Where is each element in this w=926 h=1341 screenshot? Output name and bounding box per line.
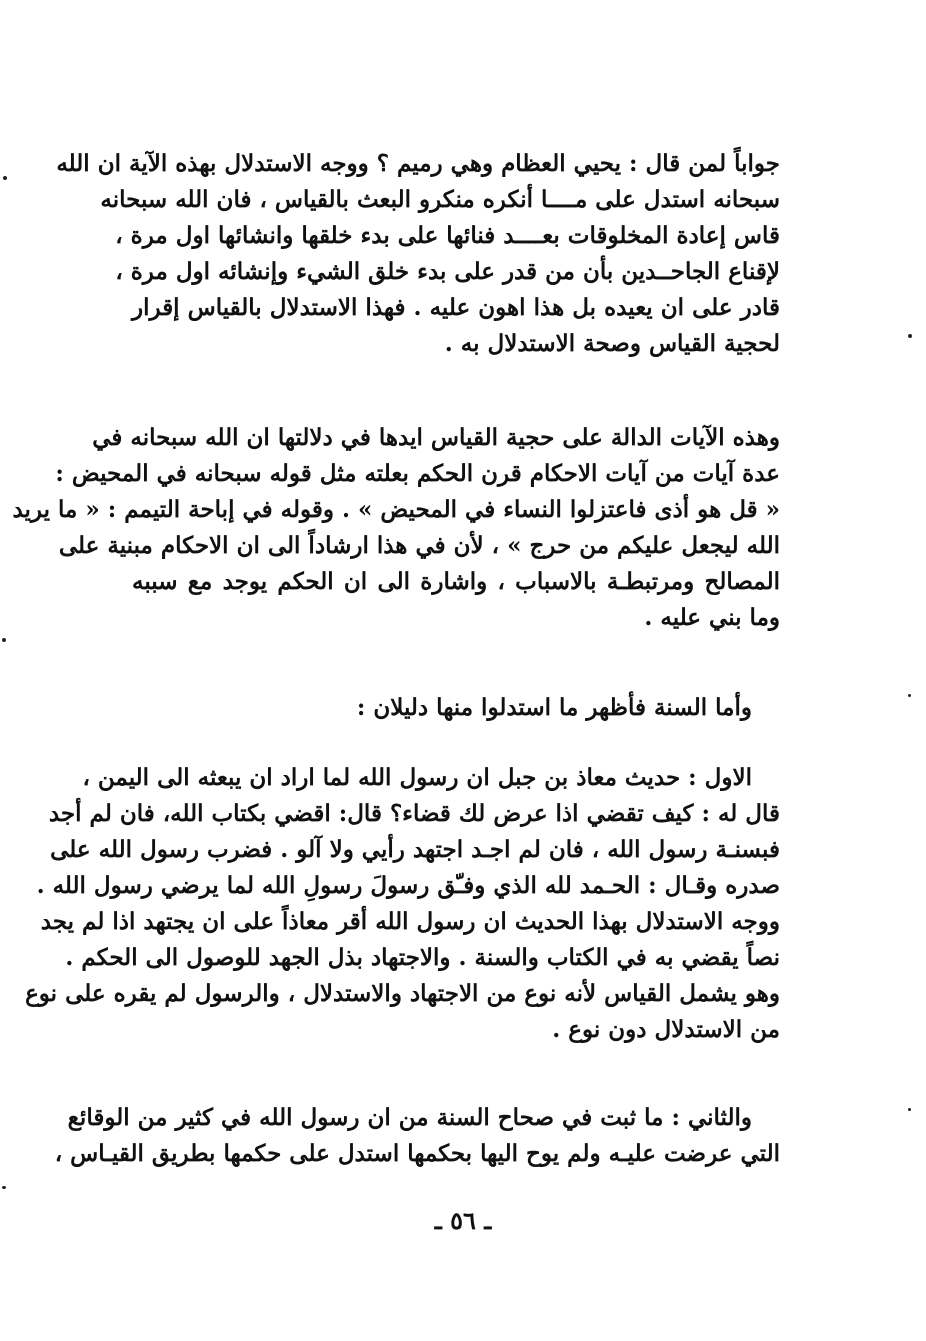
text-line: وهذه الآيات الدالة على حجية القياس ايدها في دلالتها ان الله سبحانه في bbox=[92, 424, 780, 451]
text-line: ووجه الاستدلال بهذا الحديث ان رسول الله أقر معاذاً على ان يجتهد اذا لم يجد bbox=[40, 908, 780, 935]
text-line: الاول : حديث معاذ بن جبل ان رسول الله لما اراد ان يبعثه الى اليمن ، bbox=[82, 764, 752, 791]
text-line: قاس إعادة المخلوقات بعــــد فنائها على بدء خلقها وانشائها اول مرة ، bbox=[115, 222, 780, 249]
text-line: وهو يشمل القياس لأنه نوع من الاجتهاد والاستدلال ، والرسول لم يقره على نوع bbox=[25, 980, 780, 1007]
paragraph-2 bbox=[12, 420, 780, 636]
text-line: سبحانه استدل على مــــا أنكره منكرو البعث بالقياس ، فان الله سبحانه bbox=[100, 186, 780, 213]
text-line: نصاً يقضي به في الكتاب والسنة . والاجتهاد بذل الجهد للوصول الى الحكم . bbox=[65, 944, 780, 971]
text-line: لحجية القياس وصحة الاستدلال به . bbox=[444, 330, 780, 357]
scan-speck bbox=[908, 1108, 911, 1111]
text-line: جواباً لمن قال : يحيي العظام وهي رميم ؟ ووجه الاستدلال بهذه الآية ان الله bbox=[56, 150, 780, 177]
paragraph-4 bbox=[25, 760, 780, 1048]
text-line: « قل هو أذى فاعتزلوا النساء في المحيض » . وقوله في إباحة التيمم : « ما يريد bbox=[12, 496, 780, 523]
page-number: ـ ٥٦ ـ bbox=[434, 1206, 492, 1235]
scan-speck bbox=[2, 638, 6, 642]
text-line: وما بني عليه . bbox=[644, 604, 780, 631]
scan-speck bbox=[3, 176, 7, 180]
text-line: لإقناع الجاحــدين بأن من قدر على بدء خلق الشيء وإنشائه اول مرة ، bbox=[115, 258, 780, 285]
text-line: وأما السنة فأظهر ما استدلوا منها دليلان : bbox=[356, 694, 752, 721]
text-line: التي عرضت عليـه ولم يوح اليها بحكمها استدل على حكمها بطريق القيـاس ، bbox=[54, 1140, 780, 1167]
text-line: صدره وقـال : الحـمد لله الذي وفـّق رسولَ رسولِ الله لما يرضي رسول الله . bbox=[36, 872, 780, 899]
text-line: من الاستدلال دون نوع . bbox=[552, 1016, 780, 1043]
scan-speck bbox=[908, 334, 912, 338]
paragraph-5 bbox=[54, 1100, 780, 1172]
text-line: والثاني : ما ثبت في صحاح السنة من ان رسول الله في كثير من الوقائع bbox=[67, 1104, 752, 1131]
text-line: قال له : كيف تقضي اذا عرض لك قضاء؟ قال: اقضي بكتاب الله، فان لم أجد bbox=[48, 800, 780, 827]
text-line: المصالح ومرتبطـة بالاسباب ، واشارة الى ان الحكم يوجد مع سببه bbox=[132, 568, 780, 595]
text-line: قادر على ان يعيده بل هذا اهون عليه . فهذا الاستدلال بالقياس إقرار bbox=[132, 294, 780, 321]
scan-speck bbox=[2, 1186, 6, 1189]
paragraph-3 bbox=[132, 690, 780, 726]
paragraph-1 bbox=[56, 146, 780, 362]
text-line: عدة آيات من آيات الاحكام قرن الحكم بعلته مثل قوله سبحانه في المحيض : bbox=[55, 460, 780, 487]
text-line: الله ليجعل عليكم من حرج » ، لأن في هذا ارشاداً الى ان الاحكام مبنية على bbox=[58, 532, 780, 559]
scan-speck bbox=[908, 694, 911, 697]
text-line: فبسنـة رسول الله ، فان لم اجـد اجتهد رأيي ولا آلو . فضرب رسول الله على bbox=[50, 836, 780, 863]
